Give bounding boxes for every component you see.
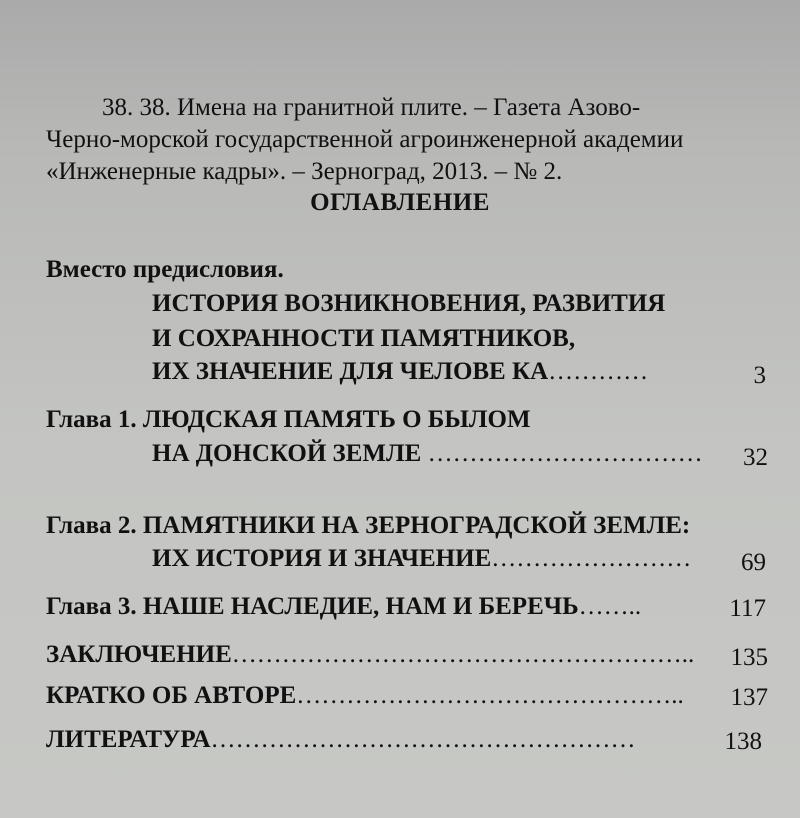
preface-leader: ………… (548, 358, 649, 385)
literature-leader: …………………………………………… (210, 726, 636, 753)
conclusion-entry (46, 641, 694, 669)
chapter-1-title-line-1: Глава 1. ЛЮДСКАЯ ПАМЯТЬ О БЫЛОМ (46, 406, 531, 433)
about-author-entry (46, 682, 684, 710)
about-author-page-number: 137 (730, 684, 768, 711)
preface-title-line-1: ИСТОРИЯ ВОЗНИКНОВЕНИЯ, РАЗВИТИЯ (152, 290, 666, 317)
preface-entry (152, 358, 648, 386)
bibliography-line-2: Черно-морской государственной агроинженерной академии (46, 126, 684, 153)
chapter-2-title-line-1: Глава 2. ПАМЯТНИКИ НА ЗЕРНОГРАДСКОЙ ЗЕМЛЕ: (46, 512, 691, 539)
conclusion-title: ЗАКЛЮЧЕНИЕ (46, 641, 232, 668)
literature-page-number: 138 (724, 728, 762, 755)
bibliography-entry (46, 92, 776, 188)
chapter-3-leader: …….. (578, 593, 642, 620)
about-author-title: КРАТКО ОБ АВТОРЕ (46, 682, 297, 709)
chapter-2-entry (152, 545, 691, 573)
conclusion-page-number: 135 (730, 644, 768, 671)
literature-title: ЛИТЕРАТУРА (46, 726, 211, 753)
chapter-2-page-number: 69 (741, 549, 766, 576)
conclusion-leader: ……………………………………………….. (231, 641, 695, 668)
chapter-3-title: Глава 3. НАШЕ НАСЛЕДИЕ, НАМ И БЕРЕЧЬ (46, 593, 579, 620)
literature-entry (46, 726, 636, 754)
preface-title-line-2: И СОХРАННОСТИ ПАМЯТНИКОВ, (152, 325, 576, 352)
chapter-1-leader: …………………………… (421, 440, 703, 467)
chapter-1-page-number: 32 (743, 444, 768, 471)
preface-title-line-3: ИХ ЗНАЧЕНИЕ ДЛЯ ЧЕЛОВЕ КА (152, 358, 549, 385)
about-author-leader: ……………………………………….. (296, 682, 684, 709)
chapter-3-entry (46, 593, 641, 621)
preface-page-number: 3 (753, 362, 766, 389)
chapter-2-leader: …………………… (491, 545, 692, 572)
chapter-2-title-line-2: ИХ ИСТОРИЯ И ЗНАЧЕНИЕ (152, 545, 492, 572)
bibliography-line-1: 38. 38. Имена на гранитной плите. – Газета Азово- (102, 94, 641, 121)
chapter-1-entry (152, 440, 703, 468)
bibliography-line-3: «Инженерные кадры». – Зерноград, 2013. – № 2. (46, 158, 563, 185)
preface-label: Вместо предисловия. (46, 256, 284, 283)
chapter-3-page-number: 117 (729, 595, 766, 622)
chapter-1-title-line-2: НА ДОНСКОЙ ЗЕМЛЕ (152, 440, 422, 467)
contents-heading: ОГЛАВЛЕНИЕ (310, 189, 490, 216)
